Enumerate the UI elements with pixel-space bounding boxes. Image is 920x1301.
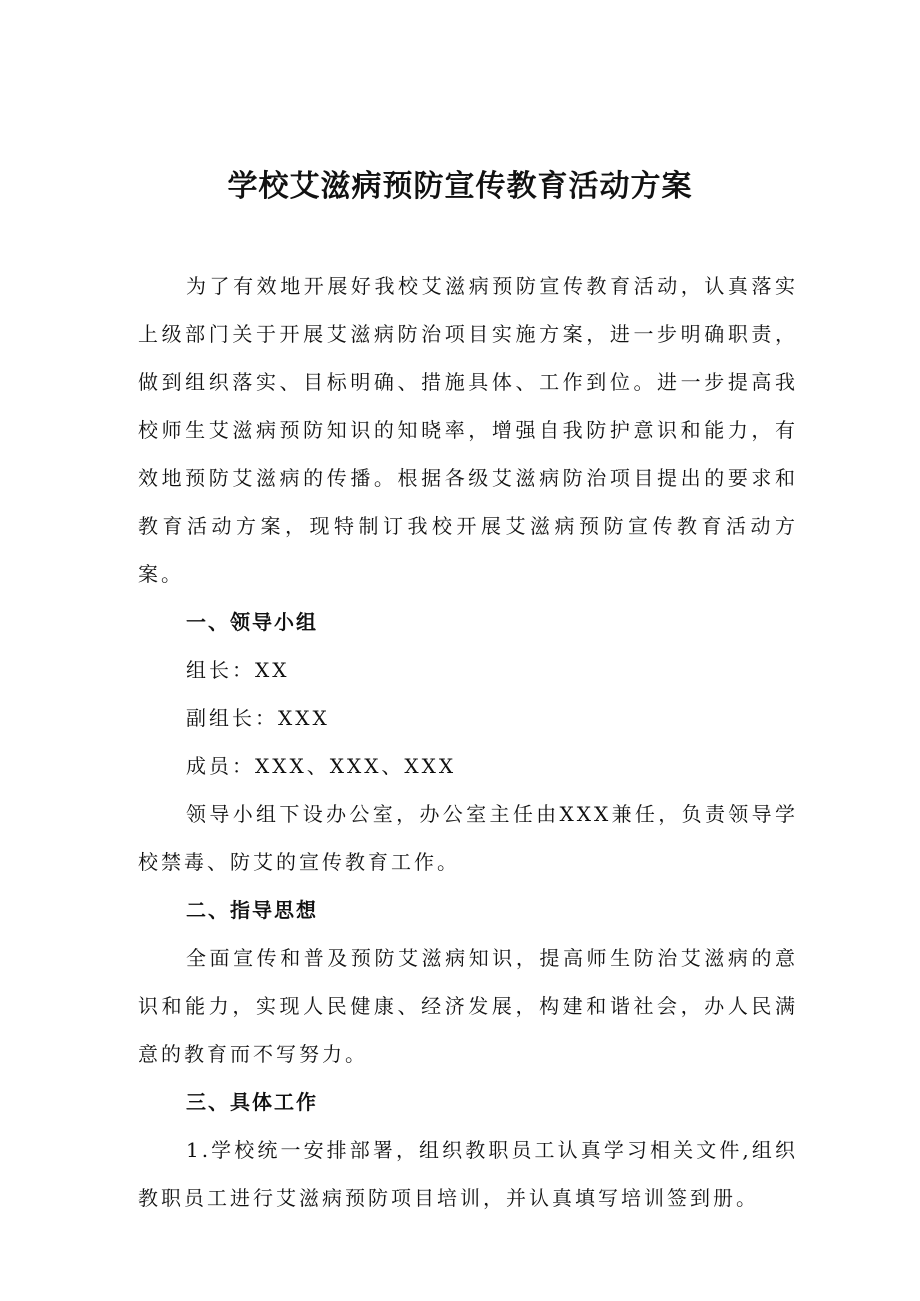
leader-line: 组长：XX	[186, 658, 290, 682]
section-heading-guiding-thought: 二、指导思想	[186, 898, 318, 922]
intro-paragraph: 为了有效地开展好我校艾滋病预防宣传教育活动，认真落实上级部门关于开展艾滋病防治项目实施方案，进一步明确职责，做到组织落实、目标明确、措施具体、工作到位。进一步提高我校师生艾滋病预防知识的知晓率，增强自我防护意识和能力，有效地预防艾滋病的传播。根据各级艾滋病防治项目提出的要求和教育活动方案，现特制订我校开展艾滋病预防宣传教育活动方案。	[138, 274, 798, 586]
deputy-leader-line: 副组长：XXX	[186, 706, 330, 730]
document-title: 学校艾滋病预防宣传教育活动方案	[227, 169, 693, 204]
office-paragraph: 领导小组下设办公室，办公室主任由XXX兼任，负责领导学校禁毒、防艾的宣传教育工作。	[138, 802, 798, 874]
guiding-thought-paragraph: 全面宣传和普及预防艾滋病知识，提高师生防治艾滋病的意识和能力，实现人民健康、经济发展，构建和谐社会，办人民满意的教育而不写努力。	[138, 946, 798, 1066]
work-item-1: 1.学校统一安排部署，组织教职员工认真学习相关文件,组织教职员工进行艾滋病预防项目培训，并认真填写培训签到册。	[138, 1138, 798, 1210]
section-heading-specific-work: 三、具体工作	[186, 1090, 318, 1114]
section-heading-leadership: 一、领导小组	[186, 610, 318, 634]
document-body	[138, 262, 798, 1222]
members-line: 成员：XXX、XXX、XXX	[186, 754, 457, 778]
